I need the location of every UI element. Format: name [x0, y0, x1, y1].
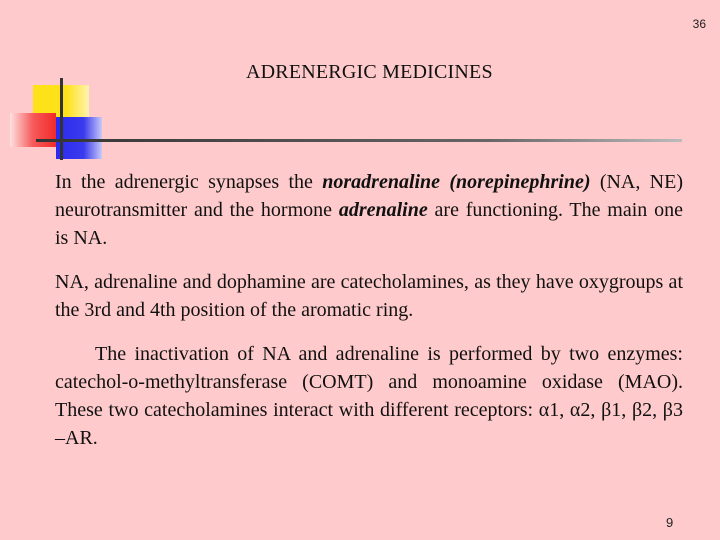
vertical-line [60, 78, 63, 160]
slide-title: ADRENERGIC MEDICINES [246, 61, 493, 83]
p1-emphasis-noradrenaline: noradrenaline (norepinephrine) [322, 171, 591, 193]
slide-number: 9 [666, 515, 674, 530]
red-square [10, 113, 56, 147]
p1-text-2: (NA, NE) neurotransmitter and the hormone [55, 171, 683, 221]
paragraph-synapses [55, 168, 683, 252]
decorative-logo [0, 0, 720, 170]
horizontal-line [36, 139, 682, 142]
page-number-top: 36 [692, 17, 706, 31]
p3-text: The inactivation of NA and adrenaline is performed by two enzymes: catechol-o-methyltransferase (COMT) and monoamine oxidase (MAO). These two catecholamines interact with different receptors: α1, α2, β1, β2, β3 –AR. [55, 343, 683, 449]
p1-text-1: In the adrenergic synapses the [55, 171, 323, 193]
paragraph-catecholamines: NA, adrenaline and dophamine are catecholamines, as they have oxygroups at the 3rd and 4th position of the aromatic ring. [55, 271, 683, 321]
blue-square [56, 117, 102, 159]
yellow-square [33, 85, 89, 118]
paragraph-inactivation [55, 340, 683, 452]
p1-text-3: are functioning. The main one is NA. [55, 199, 683, 249]
p1-emphasis-adrenaline: adrenaline [338, 199, 428, 221]
